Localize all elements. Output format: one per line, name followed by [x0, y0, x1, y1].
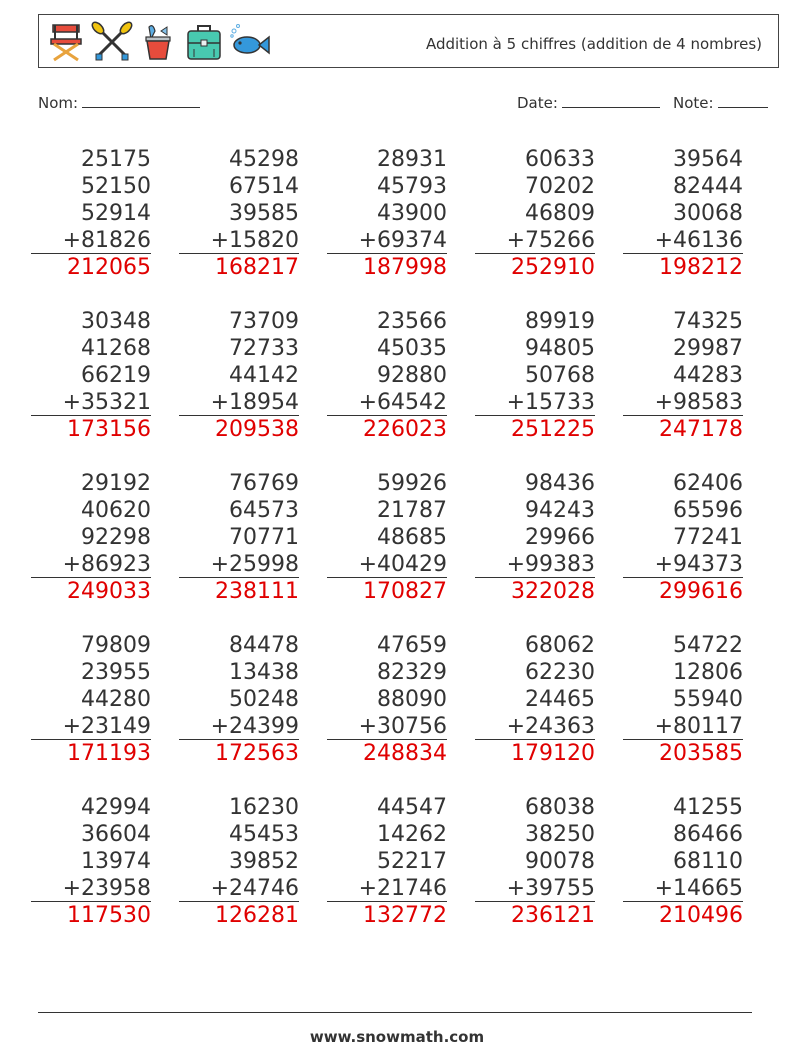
date-label: Date:	[517, 94, 558, 112]
addend: 62230	[525, 660, 595, 685]
addend: 52217	[377, 849, 447, 874]
last-addend: +24746	[179, 875, 299, 902]
answer: 238111	[215, 579, 299, 604]
answer: 249033	[67, 579, 151, 604]
addend: 40620	[81, 498, 151, 523]
addend: 86466	[673, 822, 743, 847]
addend: 24465	[525, 687, 595, 712]
addend: 30068	[673, 201, 743, 226]
last-addend: +14665	[623, 875, 743, 902]
addend: 25175	[81, 147, 151, 172]
last-addend: +69374	[327, 227, 447, 254]
addition-problem	[179, 470, 299, 605]
last-addend: +46136	[623, 227, 743, 254]
addend: 60633	[525, 147, 595, 172]
answer: 172563	[215, 741, 299, 766]
addend: 52150	[81, 174, 151, 199]
footer-site: www.snowmath.com	[309, 1028, 485, 1046]
last-addend: +94373	[623, 551, 743, 578]
addend: 13974	[81, 849, 151, 874]
last-addend: +23958	[31, 875, 151, 902]
answer: 170827	[363, 579, 447, 604]
addend: 52914	[81, 201, 151, 226]
addend: 47659	[377, 633, 447, 658]
grade-field[interactable]	[673, 93, 768, 112]
last-addend: +24399	[179, 713, 299, 740]
addend: 89919	[525, 309, 595, 334]
addend: 21787	[377, 498, 447, 523]
answer: 209538	[215, 417, 299, 442]
addend: 94243	[525, 498, 595, 523]
addend: 13438	[229, 660, 299, 685]
addend: 94805	[525, 336, 595, 361]
date-field[interactable]	[517, 93, 660, 112]
addition-problem	[179, 146, 299, 281]
last-addend: +21746	[327, 875, 447, 902]
last-addend: +64542	[327, 389, 447, 416]
addend: 67514	[229, 174, 299, 199]
addend: 45298	[229, 147, 299, 172]
last-addend: +35321	[31, 389, 151, 416]
addend: 64573	[229, 498, 299, 523]
addition-problem	[179, 308, 299, 443]
last-addend: +15733	[475, 389, 595, 416]
addend: 54722	[673, 633, 743, 658]
last-addend: +98583	[623, 389, 743, 416]
addition-problem	[327, 632, 447, 767]
addend: 44283	[673, 363, 743, 388]
addend: 50768	[525, 363, 595, 388]
addend: 38250	[525, 822, 595, 847]
addend: 65596	[673, 498, 743, 523]
answer: 226023	[363, 417, 447, 442]
addend: 45793	[377, 174, 447, 199]
answer: 248834	[363, 741, 447, 766]
addend: 41255	[673, 795, 743, 820]
addend: 41268	[81, 336, 151, 361]
addend: 77241	[673, 525, 743, 550]
addend: 50248	[229, 687, 299, 712]
answer: 299616	[659, 579, 743, 604]
addend: 98436	[525, 471, 595, 496]
last-addend: +25998	[179, 551, 299, 578]
addend: 72733	[229, 336, 299, 361]
name-field[interactable]	[38, 93, 200, 112]
last-addend: +30756	[327, 713, 447, 740]
addend: 68110	[673, 849, 743, 874]
fish-icon	[229, 21, 271, 63]
addition-problem	[31, 632, 151, 767]
addition-problem	[623, 308, 743, 443]
addition-problem	[31, 470, 151, 605]
addend: 90078	[525, 849, 595, 874]
addend: 66219	[81, 363, 151, 388]
addend: 12806	[673, 660, 743, 685]
addition-problem	[31, 794, 151, 929]
worksheet-title: Addition à 5 chiffres (addition de 4 nombres)	[425, 35, 762, 53]
answer: 132772	[363, 903, 447, 928]
addition-problem	[623, 470, 743, 605]
addend: 92880	[377, 363, 447, 388]
addend: 48685	[377, 525, 447, 550]
addition-problem	[327, 308, 447, 443]
addend: 68038	[525, 795, 595, 820]
answer: 126281	[215, 903, 299, 928]
answer: 203585	[659, 741, 743, 766]
addition-problem	[623, 794, 743, 929]
last-addend: +40429	[327, 551, 447, 578]
worksheet-header	[38, 14, 779, 68]
addend: 45035	[377, 336, 447, 361]
last-addend: +86923	[31, 551, 151, 578]
addend: 28931	[377, 147, 447, 172]
addend: 88090	[377, 687, 447, 712]
addend: 29192	[81, 471, 151, 496]
answer: 198212	[659, 255, 743, 280]
addend: 29966	[525, 525, 595, 550]
addition-problem	[475, 632, 595, 767]
addend: 39852	[229, 849, 299, 874]
addend: 30348	[81, 309, 151, 334]
addend: 29987	[673, 336, 743, 361]
answer: 212065	[67, 255, 151, 280]
date-blank[interactable]	[562, 93, 660, 108]
last-addend: +39755	[475, 875, 595, 902]
director-chair-icon	[45, 21, 87, 63]
grade-blank[interactable]	[718, 93, 768, 108]
last-addend: +81826	[31, 227, 151, 254]
addition-problem	[623, 146, 743, 281]
addend: 46809	[525, 201, 595, 226]
addend: 84478	[229, 633, 299, 658]
last-addend: +75266	[475, 227, 595, 254]
addend: 82444	[673, 174, 743, 199]
addition-problem	[327, 794, 447, 929]
answer: 173156	[67, 417, 151, 442]
addend: 92298	[81, 525, 151, 550]
addend: 14262	[377, 822, 447, 847]
addend: 44142	[229, 363, 299, 388]
addition-problem	[179, 794, 299, 929]
fish-bucket-icon	[137, 21, 179, 63]
last-addend: +23149	[31, 713, 151, 740]
addend: 70202	[525, 174, 595, 199]
addend: 44547	[377, 795, 447, 820]
addend: 59926	[377, 471, 447, 496]
addend: 16230	[229, 795, 299, 820]
addend: 74325	[673, 309, 743, 334]
answer: 168217	[215, 255, 299, 280]
last-addend: +15820	[179, 227, 299, 254]
addition-problem	[475, 146, 595, 281]
addition-problem	[179, 632, 299, 767]
addend: 70771	[229, 525, 299, 550]
name-label: Nom:	[38, 94, 79, 112]
footer-divider	[38, 1012, 752, 1013]
answer: 187998	[363, 255, 447, 280]
grade-label: Note:	[673, 94, 714, 112]
last-addend: +80117	[623, 713, 743, 740]
addition-problem	[475, 470, 595, 605]
addend: 45453	[229, 822, 299, 847]
name-blank[interactable]	[82, 93, 200, 108]
addend: 82329	[377, 660, 447, 685]
addition-problem	[623, 632, 743, 767]
addition-problem	[31, 308, 151, 443]
answer: 117530	[67, 903, 151, 928]
answer: 247178	[659, 417, 743, 442]
addend: 76769	[229, 471, 299, 496]
addend: 42994	[81, 795, 151, 820]
last-addend: +18954	[179, 389, 299, 416]
addend: 23955	[81, 660, 151, 685]
addend: 79809	[81, 633, 151, 658]
answer: 322028	[511, 579, 595, 604]
answer: 210496	[659, 903, 743, 928]
addend: 39564	[673, 147, 743, 172]
addend: 73709	[229, 309, 299, 334]
answer: 251225	[511, 417, 595, 442]
addition-problem	[475, 308, 595, 443]
addend: 43900	[377, 201, 447, 226]
answer: 179120	[511, 741, 595, 766]
addend: 55940	[673, 687, 743, 712]
last-addend: +24363	[475, 713, 595, 740]
addition-problem	[327, 470, 447, 605]
crossed-paddles-icon	[91, 21, 133, 63]
last-addend: +99383	[475, 551, 595, 578]
answer: 236121	[511, 903, 595, 928]
addend: 68062	[525, 633, 595, 658]
addend: 36604	[81, 822, 151, 847]
addend: 39585	[229, 201, 299, 226]
answer: 171193	[67, 741, 151, 766]
answer: 252910	[511, 255, 595, 280]
addend: 44280	[81, 687, 151, 712]
header-icons	[45, 21, 271, 63]
addend: 62406	[673, 471, 743, 496]
addition-problem	[475, 794, 595, 929]
tackle-box-icon	[183, 21, 225, 63]
addend: 23566	[377, 309, 447, 334]
addition-problem	[31, 146, 151, 281]
addition-problem	[327, 146, 447, 281]
